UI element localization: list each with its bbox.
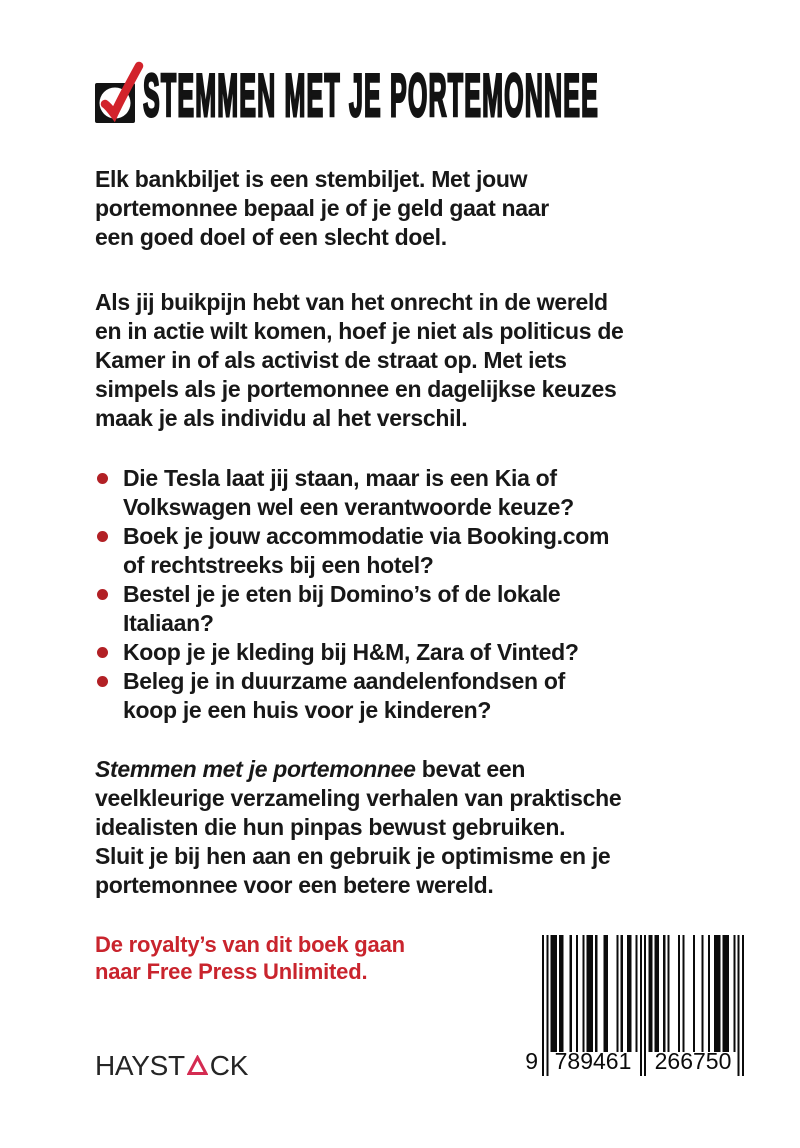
- list-item: [95, 522, 609, 580]
- bullet-icon: [97, 531, 108, 542]
- triangle-a-icon: [187, 1055, 208, 1076]
- bullet-list: [95, 464, 609, 725]
- barcode-digit-group: 9: [525, 1048, 538, 1074]
- bullet-icon: [97, 676, 108, 687]
- text-line: Bestel je je eten bij Domino’s of de lokale: [123, 581, 561, 607]
- barcode-digit-group: 789461: [554, 1048, 632, 1074]
- text-line: koop je een huis voor je kinderen?: [123, 697, 492, 723]
- text-line: De royalty’s van dit boek gaan: [95, 932, 405, 957]
- lead-rest: bevat een: [415, 756, 526, 782]
- bullet-icon: [97, 647, 108, 658]
- text-line: en in actie wilt komen, hoef je niet als politicus de: [95, 318, 624, 344]
- text-line: Italiaan?: [123, 610, 214, 636]
- body-paragraph: [95, 288, 624, 433]
- list-item: [95, 667, 609, 725]
- bullet-icon: [97, 589, 108, 600]
- page-title: [143, 62, 800, 130]
- barcode-digit-group: 266750: [654, 1048, 732, 1074]
- intro-paragraph: [95, 165, 549, 252]
- text-line: Boek je jouw accommodatie via Booking.com: [123, 523, 610, 549]
- text-line: Volkswagen wel een verantwoorde keuze?: [123, 494, 574, 520]
- text-line: of rechtstreeks bij een hotel?: [123, 552, 434, 578]
- book-title-text: STEMMEN MET JE PORTEMONNEE: [143, 62, 600, 130]
- list-item: [95, 580, 609, 638]
- text-line: portemonnee bepaal je of je geld gaat naar: [95, 195, 549, 221]
- logo-text-suffix: CK: [209, 1050, 249, 1081]
- text-line: Als jij buikpijn hebt van het onrecht in de wereld: [95, 289, 608, 315]
- barcode: [525, 935, 744, 1076]
- text-line: Beleg je in duurzame aandelenfondsen of: [123, 668, 565, 694]
- checked-ballot-box-icon: [92, 60, 148, 126]
- list-item: [95, 638, 609, 667]
- closing-paragraph: [95, 755, 621, 900]
- text-line: Sluit je bij hen aan en gebruik je optimisme en je: [95, 843, 611, 869]
- text-line: veelkleurige verzameling verhalen van praktische: [95, 785, 622, 811]
- text-line: naar Free Press Unlimited.: [95, 959, 368, 984]
- royalty-note: [95, 931, 405, 985]
- text-line: maak je als individu al het verschil.: [95, 405, 468, 431]
- text-line: Kamer in of als activist de straat op. Met iets: [95, 347, 567, 373]
- bullet-icon: [97, 473, 108, 484]
- text-line: Elk bankbiljet is een stembiljet. Met jouw: [95, 166, 528, 192]
- text-line: Koop je je kleding bij H&M, Zara of Vinted?: [123, 639, 579, 665]
- text-line: Die Tesla laat jij staan, maar is een Kia of: [123, 465, 557, 491]
- text-line: portemonnee voor een betere wereld.: [95, 872, 494, 898]
- book-title-italic: Stemmen met je portemonnee: [95, 756, 416, 782]
- list-item: [95, 464, 609, 522]
- logo-text-prefix: HAYST: [95, 1050, 185, 1081]
- text-line: idealisten die hun pinpas bewust gebruiken.: [95, 814, 566, 840]
- publisher-logo: [95, 1049, 248, 1083]
- text-line: [95, 755, 621, 784]
- text-line: simpels als je portemonnee en dagelijkse keuzes: [95, 376, 617, 402]
- text-line: een goed doel of een slecht doel.: [95, 224, 447, 250]
